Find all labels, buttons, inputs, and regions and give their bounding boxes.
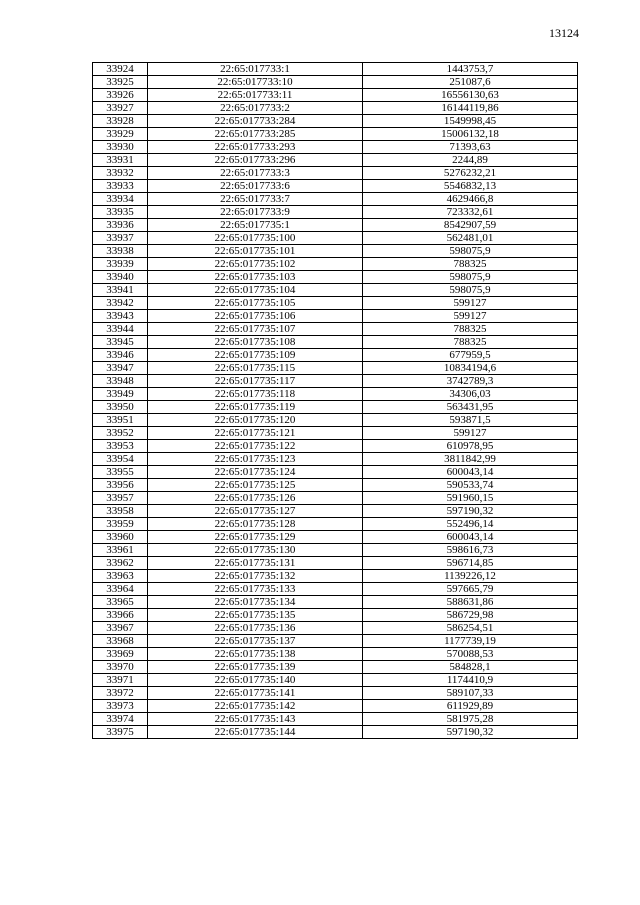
row-number-cell: 33937 xyxy=(93,232,148,245)
table-row xyxy=(93,219,578,232)
cadastral-value-cell: 590533,74 xyxy=(363,479,578,492)
table-row xyxy=(93,505,578,518)
row-number-cell: 33943 xyxy=(93,310,148,323)
cadastral-value-cell: 570088,53 xyxy=(363,648,578,661)
table-row xyxy=(93,271,578,284)
cadastral-number-cell: 22:65:017735:144 xyxy=(148,726,363,739)
cadastral-number-cell: 22:65:017735:125 xyxy=(148,479,363,492)
row-number-cell: 33966 xyxy=(93,609,148,622)
table-row xyxy=(93,596,578,609)
table-row xyxy=(93,297,578,310)
row-number-cell: 33930 xyxy=(93,141,148,154)
cadastral-number-cell: 22:65:017735:130 xyxy=(148,544,363,557)
cadastral-value-cell: 597190,32 xyxy=(363,726,578,739)
table-body xyxy=(93,63,578,739)
cadastral-value-cell: 586729,98 xyxy=(363,609,578,622)
row-number-cell: 33956 xyxy=(93,479,148,492)
table-row xyxy=(93,518,578,531)
cadastral-value-cell: 597190,32 xyxy=(363,505,578,518)
cadastral-number-cell: 22:65:017735:103 xyxy=(148,271,363,284)
row-number-cell: 33951 xyxy=(93,414,148,427)
cadastral-value-cell: 16144119,86 xyxy=(363,102,578,115)
cadastral-value-cell: 788325 xyxy=(363,258,578,271)
cadastral-number-cell: 22:65:017735:121 xyxy=(148,427,363,440)
table-row xyxy=(93,570,578,583)
cadastral-number-cell: 22:65:017733:296 xyxy=(148,154,363,167)
table-row xyxy=(93,154,578,167)
cadastral-value-cell: 1174410,9 xyxy=(363,674,578,687)
cadastral-number-cell: 22:65:017735:105 xyxy=(148,297,363,310)
row-number-cell: 33932 xyxy=(93,167,148,180)
cadastral-value-cell: 552496,14 xyxy=(363,518,578,531)
row-number-cell: 33946 xyxy=(93,349,148,362)
row-number-cell: 33933 xyxy=(93,180,148,193)
table-row xyxy=(93,115,578,128)
row-number-cell: 33970 xyxy=(93,661,148,674)
cadastral-number-cell: 22:65:017735:128 xyxy=(148,518,363,531)
table-row xyxy=(93,310,578,323)
table-row xyxy=(93,531,578,544)
cadastral-number-cell: 22:65:017735:119 xyxy=(148,401,363,414)
cadastral-number-cell: 22:65:017735:127 xyxy=(148,505,363,518)
cadastral-number-cell: 22:65:017735:132 xyxy=(148,570,363,583)
row-number-cell: 33955 xyxy=(93,466,148,479)
cadastral-number-cell: 22:65:017735:131 xyxy=(148,557,363,570)
table-row xyxy=(93,141,578,154)
table-row xyxy=(93,557,578,570)
cadastral-value-cell: 16556130,63 xyxy=(363,89,578,102)
table-row xyxy=(93,440,578,453)
cadastral-number-cell: 22:65:017733:2 xyxy=(148,102,363,115)
cadastral-value-cell: 593871,5 xyxy=(363,414,578,427)
table-row xyxy=(93,258,578,271)
cadastral-value-cell: 599127 xyxy=(363,297,578,310)
cadastral-value-cell: 788325 xyxy=(363,336,578,349)
cadastral-value-cell: 611929,89 xyxy=(363,700,578,713)
row-number-cell: 33972 xyxy=(93,687,148,700)
cadastral-value-cell: 3742789,3 xyxy=(363,375,578,388)
table-row xyxy=(93,323,578,336)
row-number-cell: 33929 xyxy=(93,128,148,141)
cadastral-number-cell: 22:65:017735:135 xyxy=(148,609,363,622)
table-row xyxy=(93,492,578,505)
cadastral-number-cell: 22:65:017735:1 xyxy=(148,219,363,232)
row-number-cell: 33959 xyxy=(93,518,148,531)
row-number-cell: 33973 xyxy=(93,700,148,713)
cadastral-number-cell: 22:65:017733:10 xyxy=(148,76,363,89)
cadastral-value-cell: 598075,9 xyxy=(363,271,578,284)
row-number-cell: 33974 xyxy=(93,713,148,726)
cadastral-value-cell: 15006132,18 xyxy=(363,128,578,141)
row-number-cell: 33952 xyxy=(93,427,148,440)
cadastral-number-cell: 22:65:017735:140 xyxy=(148,674,363,687)
row-number-cell: 33934 xyxy=(93,193,148,206)
cadastral-number-cell: 22:65:017735:137 xyxy=(148,635,363,648)
cadastral-value-cell: 10834194,6 xyxy=(363,362,578,375)
cadastral-number-cell: 22:65:017735:122 xyxy=(148,440,363,453)
cadastral-value-cell: 591960,15 xyxy=(363,492,578,505)
cadastral-value-cell: 8542907,59 xyxy=(363,219,578,232)
row-number-cell: 33924 xyxy=(93,63,148,76)
cadastral-number-cell: 22:65:017735:139 xyxy=(148,661,363,674)
table-row xyxy=(93,206,578,219)
row-number-cell: 33948 xyxy=(93,375,148,388)
table-row xyxy=(93,713,578,726)
cadastral-number-cell: 22:65:017733:11 xyxy=(148,89,363,102)
table-row xyxy=(93,544,578,557)
cadastral-value-cell: 588631,86 xyxy=(363,596,578,609)
cadastral-number-cell: 22:65:017735:126 xyxy=(148,492,363,505)
row-number-cell: 33963 xyxy=(93,570,148,583)
row-number-cell: 33953 xyxy=(93,440,148,453)
table-row xyxy=(93,375,578,388)
row-number-cell: 33954 xyxy=(93,453,148,466)
cadastral-number-cell: 22:65:017735:117 xyxy=(148,375,363,388)
cadastral-number-cell: 22:65:017735:106 xyxy=(148,310,363,323)
cadastral-value-cell: 610978,95 xyxy=(363,440,578,453)
row-number-cell: 33941 xyxy=(93,284,148,297)
table-row xyxy=(93,648,578,661)
cadastral-number-cell: 22:65:017735:120 xyxy=(148,414,363,427)
cadastral-value-cell: 1177739,19 xyxy=(363,635,578,648)
cadastral-number-cell: 22:65:017735:109 xyxy=(148,349,363,362)
cadastral-value-cell: 562481,01 xyxy=(363,232,578,245)
cadastral-value-cell: 723332,61 xyxy=(363,206,578,219)
row-number-cell: 33969 xyxy=(93,648,148,661)
cadastral-number-cell: 22:65:017733:9 xyxy=(148,206,363,219)
cadastral-number-cell: 22:65:017735:101 xyxy=(148,245,363,258)
cadastral-number-cell: 22:65:017735:134 xyxy=(148,596,363,609)
table-row xyxy=(93,193,578,206)
cadastral-value-cell: 598075,9 xyxy=(363,284,578,297)
cadastral-value-cell: 5276232,21 xyxy=(363,167,578,180)
cadastral-value-cell: 581975,28 xyxy=(363,713,578,726)
cadastral-value-cell: 597665,79 xyxy=(363,583,578,596)
table-row xyxy=(93,414,578,427)
table-row xyxy=(93,466,578,479)
cadastral-value-cell: 1549998,45 xyxy=(363,115,578,128)
cadastral-number-cell: 22:65:017735:142 xyxy=(148,700,363,713)
table-row xyxy=(93,635,578,648)
cadastral-value-cell: 1443753,7 xyxy=(363,63,578,76)
row-number-cell: 33947 xyxy=(93,362,148,375)
row-number-cell: 33936 xyxy=(93,219,148,232)
row-number-cell: 33945 xyxy=(93,336,148,349)
cadastral-value-cell: 599127 xyxy=(363,427,578,440)
row-number-cell: 33944 xyxy=(93,323,148,336)
row-number-cell: 33957 xyxy=(93,492,148,505)
table-row xyxy=(93,128,578,141)
table-row xyxy=(93,661,578,674)
cadastral-number-cell: 22:65:017733:1 xyxy=(148,63,363,76)
cadastral-number-cell: 22:65:017733:6 xyxy=(148,180,363,193)
cadastral-value-cell: 598616,73 xyxy=(363,544,578,557)
cadastral-number-cell: 22:65:017735:124 xyxy=(148,466,363,479)
cadastral-value-cell: 584828,1 xyxy=(363,661,578,674)
row-number-cell: 33926 xyxy=(93,89,148,102)
cadastral-value-cell: 71393,63 xyxy=(363,141,578,154)
row-number-cell: 33939 xyxy=(93,258,148,271)
table-row xyxy=(93,76,578,89)
row-number-cell: 33927 xyxy=(93,102,148,115)
cadastral-number-cell: 22:65:017733:7 xyxy=(148,193,363,206)
row-number-cell: 33931 xyxy=(93,154,148,167)
cadastral-value-cell: 563431,95 xyxy=(363,401,578,414)
cadastral-number-cell: 22:65:017735:136 xyxy=(148,622,363,635)
table-row xyxy=(93,427,578,440)
cadastral-number-cell: 22:65:017733:284 xyxy=(148,115,363,128)
row-number-cell: 33961 xyxy=(93,544,148,557)
row-number-cell: 33928 xyxy=(93,115,148,128)
cadastral-number-cell: 22:65:017735:118 xyxy=(148,388,363,401)
table-row xyxy=(93,674,578,687)
cadastral-number-cell: 22:65:017735:115 xyxy=(148,362,363,375)
row-number-cell: 33950 xyxy=(93,401,148,414)
row-number-cell: 33968 xyxy=(93,635,148,648)
table-row xyxy=(93,700,578,713)
cadastral-number-cell: 22:65:017735:100 xyxy=(148,232,363,245)
table-row xyxy=(93,453,578,466)
cadastral-number-cell: 22:65:017735:133 xyxy=(148,583,363,596)
cadastral-number-cell: 22:65:017735:102 xyxy=(148,258,363,271)
cadastral-value-cell: 589107,33 xyxy=(363,687,578,700)
cadastral-value-cell: 586254,51 xyxy=(363,622,578,635)
table-row xyxy=(93,401,578,414)
cadastral-number-cell: 22:65:017735:143 xyxy=(148,713,363,726)
cadastral-number-cell: 22:65:017733:285 xyxy=(148,128,363,141)
row-number-cell: 33940 xyxy=(93,271,148,284)
table-row xyxy=(93,167,578,180)
cadastral-value-cell: 5546832,13 xyxy=(363,180,578,193)
cadastral-number-cell: 22:65:017733:293 xyxy=(148,141,363,154)
cadastral-value-table xyxy=(92,62,578,739)
cadastral-number-cell: 22:65:017735:104 xyxy=(148,284,363,297)
cadastral-value-cell: 2244,89 xyxy=(363,154,578,167)
table-row xyxy=(93,349,578,362)
page-number: 13124 xyxy=(549,26,579,40)
table-row xyxy=(93,89,578,102)
table-row xyxy=(93,180,578,193)
table-row xyxy=(93,388,578,401)
row-number-cell: 33938 xyxy=(93,245,148,258)
cadastral-number-cell: 22:65:017735:138 xyxy=(148,648,363,661)
table-row xyxy=(93,102,578,115)
cadastral-value-cell: 596714,85 xyxy=(363,557,578,570)
row-number-cell: 33971 xyxy=(93,674,148,687)
cadastral-value-cell: 600043,14 xyxy=(363,466,578,479)
cadastral-number-cell: 22:65:017735:107 xyxy=(148,323,363,336)
table-row xyxy=(93,583,578,596)
table-row xyxy=(93,687,578,700)
table-row xyxy=(93,245,578,258)
table-row xyxy=(93,479,578,492)
cadastral-value-cell: 4629466,8 xyxy=(363,193,578,206)
cadastral-value-cell: 34306,03 xyxy=(363,388,578,401)
row-number-cell: 33965 xyxy=(93,596,148,609)
table-row xyxy=(93,284,578,297)
cadastral-value-cell: 3811842,99 xyxy=(363,453,578,466)
row-number-cell: 33967 xyxy=(93,622,148,635)
row-number-cell: 33925 xyxy=(93,76,148,89)
table-row xyxy=(93,232,578,245)
table-row xyxy=(93,63,578,76)
cadastral-value-cell: 598075,9 xyxy=(363,245,578,258)
cadastral-number-cell: 22:65:017733:3 xyxy=(148,167,363,180)
table-row xyxy=(93,336,578,349)
cadastral-value-cell: 251087,6 xyxy=(363,76,578,89)
cadastral-value-cell: 600043,14 xyxy=(363,531,578,544)
row-number-cell: 33962 xyxy=(93,557,148,570)
cadastral-value-cell: 788325 xyxy=(363,323,578,336)
cadastral-value-cell: 1139226,12 xyxy=(363,570,578,583)
cadastral-number-cell: 22:65:017735:129 xyxy=(148,531,363,544)
row-number-cell: 33949 xyxy=(93,388,148,401)
row-number-cell: 33964 xyxy=(93,583,148,596)
table-row xyxy=(93,622,578,635)
row-number-cell: 33935 xyxy=(93,206,148,219)
row-number-cell: 33958 xyxy=(93,505,148,518)
cadastral-value-cell: 677959,5 xyxy=(363,349,578,362)
table-row xyxy=(93,609,578,622)
table-row xyxy=(93,362,578,375)
cadastral-number-cell: 22:65:017735:141 xyxy=(148,687,363,700)
cadastral-number-cell: 22:65:017735:108 xyxy=(148,336,363,349)
row-number-cell: 33960 xyxy=(93,531,148,544)
cadastral-value-cell: 599127 xyxy=(363,310,578,323)
row-number-cell: 33942 xyxy=(93,297,148,310)
table-row xyxy=(93,726,578,739)
row-number-cell: 33975 xyxy=(93,726,148,739)
cadastral-number-cell: 22:65:017735:123 xyxy=(148,453,363,466)
